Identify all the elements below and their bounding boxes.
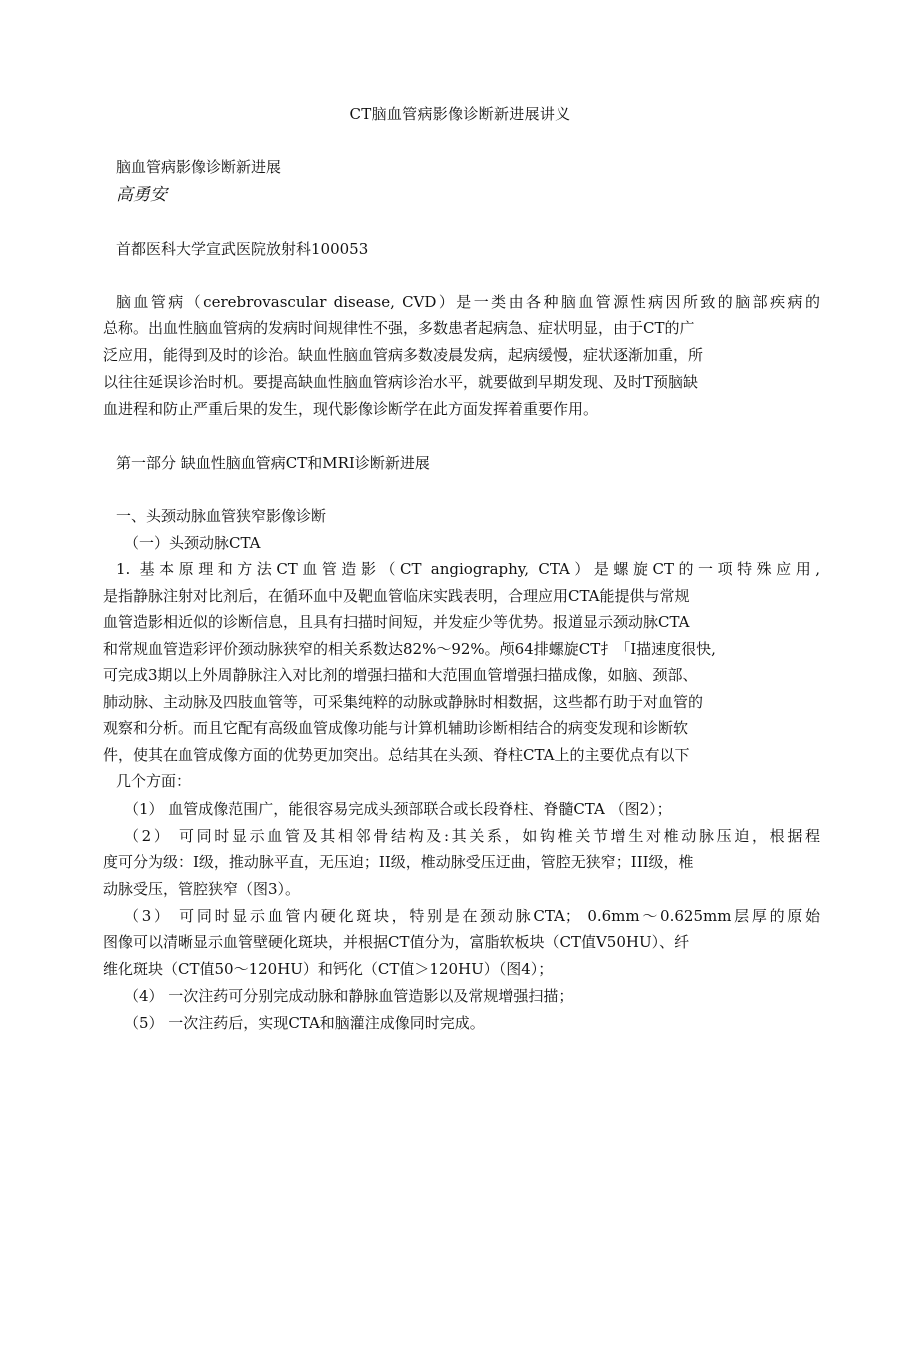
author-name: 高勇安 [116,185,167,205]
body-line-3: 血管造影相近似的诊断信息，且具有扫描时间短，并发症少等优势。报道显示颈动脉CTA [103,613,690,631]
intro-line-3: 泛应用，能得到及时的诊治。缺血性脑血管病多数凌晨发病，起病缓慢，症状逐渐加重，所 [103,346,704,364]
list-item-3-line-1: （3） 可同时显示血管内硬化斑块，特别是在颈动脉CTA； 0.6mm～0.625mm层厚的原始 [124,907,820,925]
list-item-3-line-3: 维化斑块（CT值50～120HU）和钙化（CT值＞120HU）（图4）； [103,960,554,978]
list-item-2-line-2: 度可分为级：I级，推动脉平直，无压迫；II级，椎动脉受压迂曲，管腔无狭窄；III级，椎 [103,853,694,871]
list-item-5: （5） 一次注药后，实现CTA和脑灌注成像同时完成。 [124,1014,485,1032]
body-line-7: 观察和分析。而且它配有高级血管成像功能与计算机辅助诊断相结合的病变发现和诊断软 [103,719,689,737]
subsection1-heading: （一）头颈动脉CTA [124,534,261,552]
list-item-4: （4） 一次注药可分别完成动脉和静脉血管造影以及常规增强扫描； [124,987,574,1005]
intro-line-5: 血进程和防止严重后果的发生，现代影像诊断学在此方面发挥着重要作用。 [103,400,599,418]
section1-heading: 一、头颈动脉血管狭窄影像诊断 [116,507,327,525]
list-item-3-line-2: 图像可以清晰显示血管壁硬化斑块，并根据CT值分为，富脂软板块（CT值V50HU）、纤 [103,933,690,951]
body-line-8: 件，使其在血管成像方面的优势更加突出。总结其在头颈、脊柱CTA上的主要优点有以下 [103,746,690,764]
body-line-1: 1. 基本原理和方法CT血管造影（CT angiography, CTA）是螺旋CT的一项特殊应用, [116,560,820,578]
document-title: CT脑血管病影像诊断新进展讲义 [349,105,571,123]
list-item-2-line-3: 动脉受压，管腔狭窄（图3）。 [103,880,301,898]
list-item-2-line-1: （2） 可同时显示血管及其相邻骨结构及:其关系，如钩椎关节增生对椎动脉压迫，根据程 [124,827,820,845]
body-line-6: 肺动脉、主动脉及四肢血管等，可采集纯粹的动脉或静脉时相数据，这些都冇助于对血管的 [103,693,704,711]
intro-line-2: 总称。出血性脑血管病的发病时间规律性不强，多数患者起病急、症状明显，由于CT的广 [103,319,695,337]
intro-line-1: 脑血管病（cerebrovascular disease, CVD）是一类由各种脑血管源性病因所致的脑部疾病的 [116,293,820,311]
body-line-9: 几个方面： [116,772,192,790]
body-line-2: 是指静脉注射对比剂后，在循环血中及靶血管临床实践表明，合理应用CTA能提供与常规 [103,587,690,605]
affiliation: 首都医科大学宣武医院放射科100053 [116,240,369,258]
body-line-5: 可完成3期以上外周静脉注入对比剂的增强扫描和大范围血管增强扫描成像，如脑、颈部、 [103,666,698,684]
intro-line-4: 以往往延误诊治时机。要提高缺血性脑血管病诊治水平，就要做到早期发现、及时T预脑缺 [103,373,699,391]
part1-heading: 第一部分 缺血性脑血管病CT和MRI诊断新进展 [116,454,430,472]
subtitle: 脑血管病影像诊断新进展 [116,158,282,176]
body-line-4: 和常规血管造彩评价颈动脉狭窄的相关系数达82%～92%。颅64排螺旋CT扌「I描速度很快, [103,640,716,658]
list-item-1: （1） 血管成像范围广，能很容易完成头颈部联合或长段脊柱、脊髓CTA （图2）； [124,800,672,818]
